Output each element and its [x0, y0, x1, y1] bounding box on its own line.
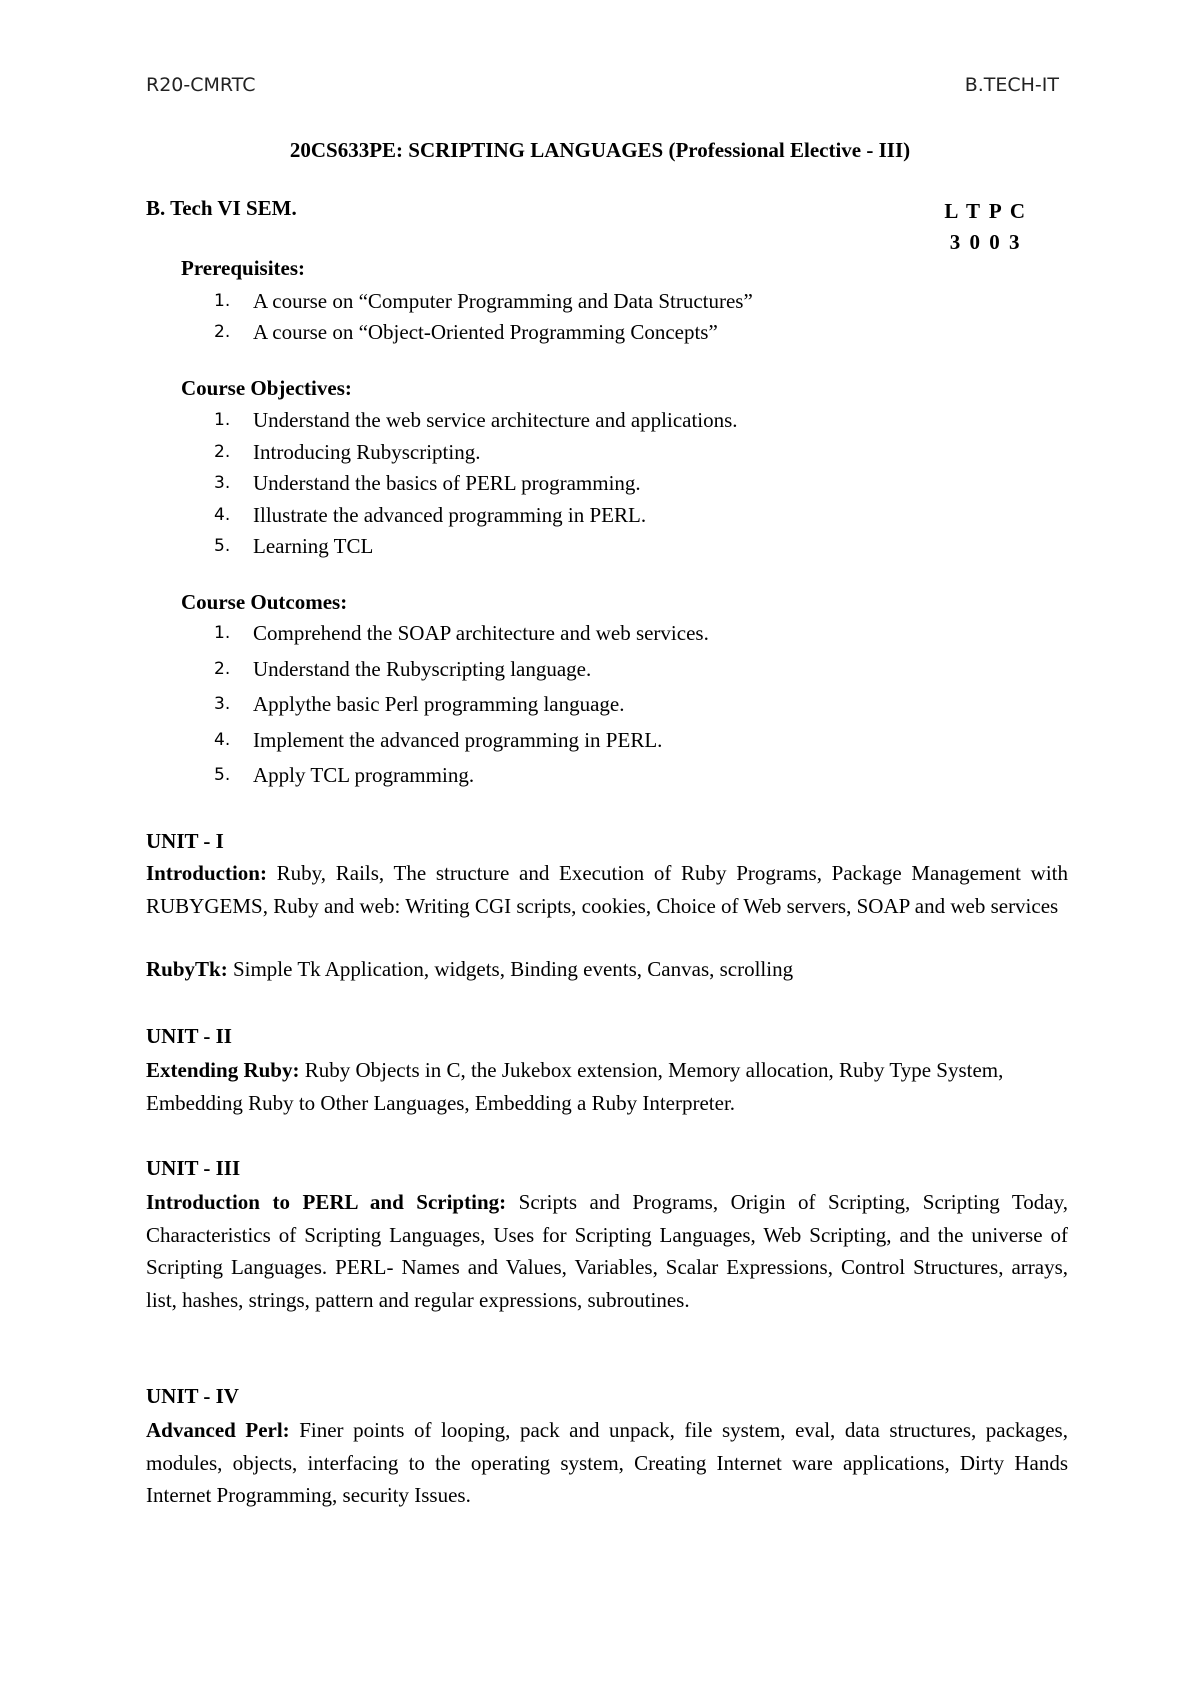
- objectives-list: [214, 405, 738, 563]
- topic-label: Advanced Perl:: [146, 1418, 290, 1442]
- topic-label: Extending Ruby:: [146, 1058, 300, 1082]
- semester-label: B. Tech VI SEM.: [146, 196, 297, 220]
- unit-3-perl-scripting: [146, 1186, 1068, 1316]
- list-item: [214, 652, 709, 688]
- outcomes-heading: Course Outcomes:: [181, 590, 348, 614]
- objectives-heading: Course Objectives:: [181, 376, 352, 400]
- topic-label: RubyTk:: [146, 957, 228, 981]
- list-item-number: 2.: [214, 322, 231, 342]
- list-item-text: Learning TCL: [253, 534, 374, 558]
- list-item: [214, 616, 709, 652]
- list-item: [214, 723, 709, 759]
- list-item-text: Apply TCL programming.: [253, 763, 475, 787]
- list-item-text: Understand the Rubyscripting language.: [253, 656, 592, 681]
- topic-label: Introduction:: [146, 861, 267, 885]
- list-item-number: 1.: [214, 623, 231, 643]
- header-regulation: R20-CMRTC: [146, 74, 256, 96]
- topic-text: Ruby, Rails, The structure and Execution of Ruby Programs, Package Management with RUBYGEMS, Ruby and web: Writing CGI scripts, cookies, Choice of Web servers, SOAP and web services: [146, 861, 1068, 918]
- unit-4-heading: UNIT - IV: [146, 1384, 239, 1408]
- list-item-text: Introducing Rubyscripting.: [253, 439, 481, 464]
- topic-text: Scripts and Programs, Origin of Scripting, Scripting Today, Characteristics of Scripting Languages, Uses for Scripting Languages, Web Scripting, and the universe of Scripting Languages. PERL- Names and Values, Variables, Scalar Expressions, Control Structures, arrays, list, hashes, strings, pattern and regular expressions, subroutines.: [146, 1190, 1068, 1312]
- prerequisites-list: [214, 286, 753, 348]
- list-item-number: 5.: [214, 765, 231, 785]
- list-item-number: 2.: [214, 658, 231, 679]
- list-item-text: A course on “Object-Oriented Programming Concepts”: [253, 320, 718, 344]
- list-item: [214, 500, 738, 532]
- unit-2-extending-ruby: [146, 1054, 1068, 1119]
- list-item-number: 3.: [214, 694, 231, 714]
- unit-1-heading: UNIT - I: [146, 829, 224, 853]
- ltpc-labels: L T P C: [944, 199, 1027, 223]
- course-title: 20CS633PE: SCRIPTING LANGUAGES (Professional Elective - III): [289, 138, 911, 162]
- topic-text: Ruby Objects in C, the Jukebox extension, Memory allocation, Ruby Type System, Embedding Ruby to Other Languages, Embedding a Ruby Interpreter.: [146, 1058, 1004, 1115]
- list-item-number: 2.: [214, 441, 231, 462]
- list-item-number: 4.: [214, 729, 231, 750]
- list-item-number: 4.: [214, 504, 231, 525]
- list-item: [214, 687, 709, 723]
- ltpc-block: [944, 196, 1027, 258]
- list-item: [214, 531, 738, 563]
- list-item-text: Understand the web service architecture and applications.: [253, 408, 738, 432]
- unit-1-rubytk: [146, 957, 793, 982]
- list-item-number: 1.: [214, 410, 231, 430]
- unit-3-heading: UNIT - III: [146, 1156, 241, 1180]
- list-item-number: 5.: [214, 536, 231, 556]
- list-item: [214, 758, 709, 794]
- list-item-number: 1.: [214, 291, 231, 311]
- list-item-text: Implement the advanced programming in PERL.: [253, 727, 663, 752]
- unit-2-heading: UNIT - II: [146, 1024, 232, 1048]
- list-item: [214, 468, 738, 500]
- list-item-text: Understand the basics of PERL programming.: [253, 471, 641, 495]
- ltpc-values: 3 0 0 3: [949, 230, 1022, 254]
- list-item-text: Applythe basic Perl programming language.: [253, 692, 625, 716]
- outcomes-list: [214, 616, 709, 794]
- list-item-text: A course on “Computer Programming and Data Structures”: [253, 289, 753, 313]
- unit-1-introduction: [146, 857, 1068, 922]
- list-item: [214, 286, 753, 317]
- prerequisites-heading: Prerequisites:: [181, 256, 306, 280]
- list-item-text: Comprehend the SOAP architecture and web services.: [253, 621, 709, 645]
- header-program: B.TECH-IT: [964, 74, 1059, 96]
- list-item: [214, 437, 738, 469]
- topic-label: Introduction to PERL and Scripting:: [146, 1190, 507, 1214]
- topic-text: Finer points of looping, pack and unpack, file system, eval, data structures, packages, modules, objects, interfacing to the operating system, Creating Internet ware applications, Dirty Hands Internet Programming, security Issues.: [146, 1418, 1068, 1507]
- list-item-text: Illustrate the advanced programming in PERL.: [253, 502, 647, 527]
- list-item-number: 3.: [214, 473, 231, 493]
- list-item: [214, 405, 738, 437]
- list-item: [214, 317, 753, 348]
- topic-text: Simple Tk Application, widgets, Binding events, Canvas, scrolling: [227, 957, 794, 981]
- unit-4-advanced-perl: [146, 1414, 1068, 1512]
